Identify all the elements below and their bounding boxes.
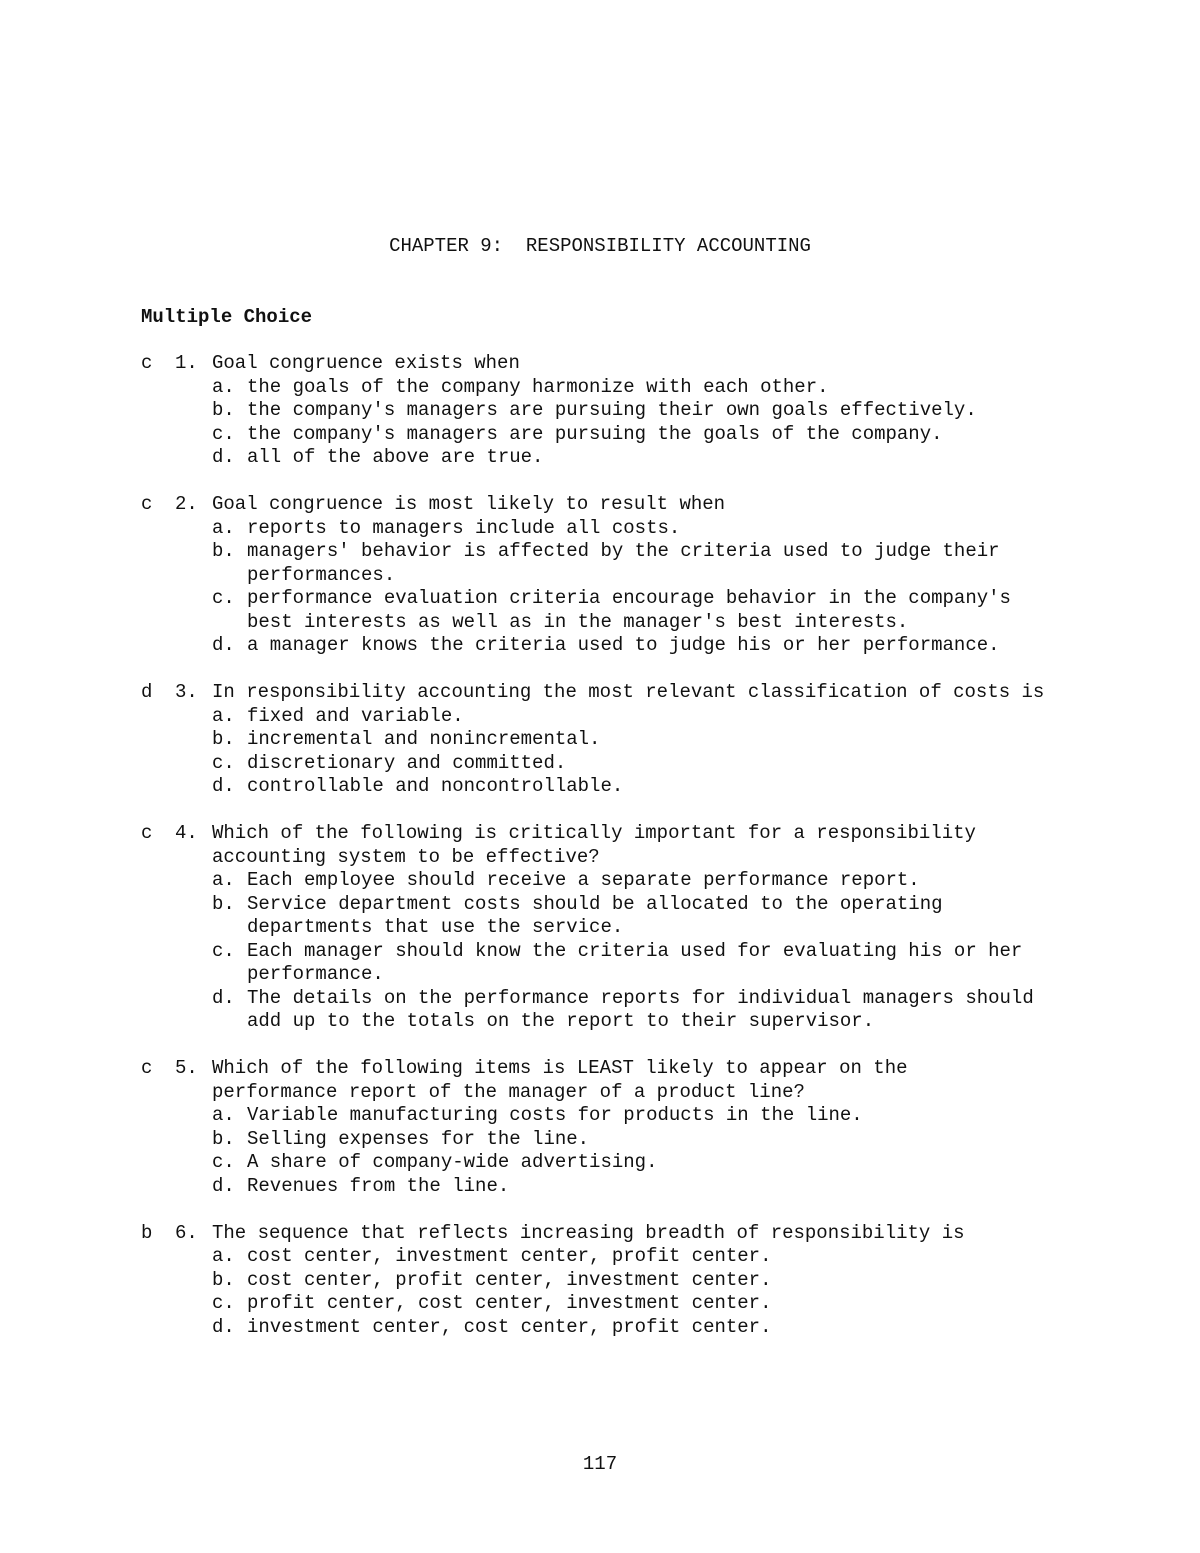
choice-text: Each employee should receive a separate performance report. — [247, 869, 920, 891]
question-stem-line — [141, 493, 1081, 517]
choice-line — [141, 893, 1081, 917]
question-item — [141, 822, 1081, 1034]
choice-text: all of the above are true. — [247, 446, 544, 468]
choice-text: investment center, cost center, profit center. — [247, 1315, 772, 1338]
choice-letter: a. — [212, 1104, 235, 1126]
choice-line — [141, 1316, 1081, 1340]
choice-letter: a. — [212, 516, 235, 539]
choice-line — [141, 564, 1081, 588]
choice-line — [141, 1151, 1081, 1175]
question-text: In responsibility accounting the most relevant classification of costs is — [212, 681, 1045, 703]
choice-text: The details on the performance reports for individual managers should — [247, 986, 1034, 1009]
choice-text-continued: add up to the totals on the report to their supervisor. — [247, 1010, 875, 1032]
choice-text: incremental and nonincremental. — [247, 728, 601, 750]
choice-text: the goals of the company harmonize with each other. — [247, 375, 829, 398]
question-stem-line — [141, 681, 1081, 705]
choice-text: Revenues from the line. — [247, 1174, 510, 1197]
choice-letter: b. — [212, 1268, 235, 1291]
question-item — [141, 493, 1081, 658]
choice-line — [141, 1175, 1081, 1199]
choice-text: cost center, investment center, profit center. — [247, 1245, 772, 1267]
choice-text: performance evaluation criteria encourage behavior in the company's — [247, 587, 1011, 609]
choice-line — [141, 1292, 1081, 1316]
choice-text: Variable manufacturing costs for products in the line. — [247, 1104, 863, 1126]
choice-letter: c. — [212, 422, 235, 445]
question-number: 3. — [175, 681, 198, 703]
choice-letter: a. — [212, 869, 235, 891]
question-text: Goal congruence is most likely to result when — [212, 493, 726, 515]
choice-text-continued: performance. — [247, 963, 384, 985]
choice-letter: d. — [212, 634, 235, 656]
choice-text: a manager knows the criteria used to judge his or her performance. — [247, 634, 1000, 656]
choice-text: Service department costs should be allocated to the operating — [247, 892, 943, 915]
page-number: 117 — [582, 1453, 618, 1475]
choice-text: the company's managers are pursuing their own goals effectively. — [247, 399, 977, 421]
choice-letter: d. — [212, 775, 235, 797]
choice-letter: c. — [212, 587, 235, 609]
choice-line — [141, 963, 1081, 987]
question-text: Which of the following items is LEAST likely to appear on the — [212, 1057, 908, 1079]
choice-line — [141, 1245, 1081, 1269]
choice-letter: a. — [212, 375, 235, 398]
choice-line — [141, 1010, 1081, 1034]
choice-line — [141, 634, 1081, 658]
choice-line — [141, 587, 1081, 611]
question-stem-line — [141, 1222, 1081, 1246]
choice-line — [141, 775, 1081, 799]
choice-letter: a. — [212, 704, 235, 727]
choice-line — [141, 1128, 1081, 1152]
choice-line — [141, 540, 1081, 564]
choice-line — [141, 376, 1081, 400]
section-heading: Multiple Choice — [141, 306, 313, 328]
answer-key: c — [141, 352, 153, 374]
question-number: 2. — [175, 493, 198, 515]
choice-line — [141, 1269, 1081, 1293]
answer-key: c — [141, 1057, 153, 1079]
choice-letter: a. — [212, 1245, 235, 1267]
choice-letter: c. — [212, 939, 235, 962]
question-stem-line — [141, 1057, 1081, 1081]
question-stem-line — [141, 822, 1081, 846]
question-number: 5. — [175, 1057, 198, 1079]
choice-text: profit center, cost center, investment center. — [247, 1292, 772, 1314]
choice-text: Selling expenses for the line. — [247, 1127, 590, 1150]
question-text: performance report of the manager of a product line? — [212, 1080, 805, 1103]
chapter-title: CHAPTER 9: RESPONSIBILITY ACCOUNTING — [389, 235, 811, 257]
choice-letter: c. — [212, 1151, 235, 1173]
choice-line — [141, 1104, 1081, 1128]
choice-letter: b. — [212, 892, 235, 915]
choice-line — [141, 611, 1081, 635]
question-stem-line — [141, 846, 1081, 870]
question-text: Which of the following is critically important for a responsibility — [212, 822, 976, 844]
choice-line — [141, 752, 1081, 776]
question-item — [141, 1222, 1081, 1340]
choice-text: fixed and variable. — [247, 704, 464, 727]
choice-text-continued: departments that use the service. — [247, 916, 624, 938]
question-item — [141, 681, 1081, 799]
choice-line — [141, 705, 1081, 729]
question-number: 6. — [175, 1221, 198, 1244]
choice-line — [141, 916, 1081, 940]
question-number: 4. — [175, 822, 198, 844]
question-stem-line — [141, 352, 1081, 376]
question-item — [141, 352, 1081, 470]
choice-letter: b. — [212, 728, 235, 750]
choice-line — [141, 423, 1081, 447]
choice-line — [141, 940, 1081, 964]
choice-letter: b. — [212, 1127, 235, 1150]
choice-letter: d. — [212, 446, 235, 468]
choice-letter: b. — [212, 540, 235, 562]
choice-letter: d. — [212, 986, 235, 1009]
choice-letter: c. — [212, 1292, 235, 1314]
choice-text: A share of company-wide advertising. — [247, 1151, 658, 1173]
choice-text-continued: best interests as well as in the manager's best interests. — [247, 610, 909, 633]
choice-line — [141, 728, 1081, 752]
choice-text: the company's managers are pursuing the goals of the company. — [247, 422, 943, 445]
choice-letter: c. — [212, 751, 235, 774]
choice-line — [141, 987, 1081, 1011]
question-text: Goal congruence exists when — [212, 352, 520, 374]
choice-text: Each manager should know the criteria used for evaluating his or her — [247, 939, 1023, 962]
question-list — [141, 352, 1081, 1363]
choice-line — [141, 869, 1081, 893]
question-number: 1. — [175, 352, 198, 374]
choice-text: discretionary and committed. — [247, 751, 567, 774]
choice-text: cost center, profit center, investment center. — [247, 1268, 772, 1291]
answer-key: c — [141, 493, 153, 515]
choice-line — [141, 446, 1081, 470]
choice-line — [141, 399, 1081, 423]
answer-key: c — [141, 822, 153, 844]
question-text: accounting system to be effective? — [212, 845, 600, 868]
choice-letter: b. — [212, 399, 235, 421]
question-text: The sequence that reflects increasing breadth of responsibility is — [212, 1221, 965, 1244]
choice-text: managers' behavior is affected by the criteria used to judge their — [247, 540, 1000, 562]
question-stem-line — [141, 1081, 1081, 1105]
answer-key: b — [141, 1221, 153, 1244]
question-item — [141, 1057, 1081, 1198]
choice-text: controllable and noncontrollable. — [247, 775, 624, 797]
answer-key: d — [141, 681, 153, 703]
choice-letter: d. — [212, 1174, 235, 1197]
choice-text-continued: performances. — [247, 563, 396, 586]
choice-line — [141, 517, 1081, 541]
choice-text: reports to managers include all costs. — [247, 516, 681, 539]
choice-letter: d. — [212, 1315, 235, 1338]
